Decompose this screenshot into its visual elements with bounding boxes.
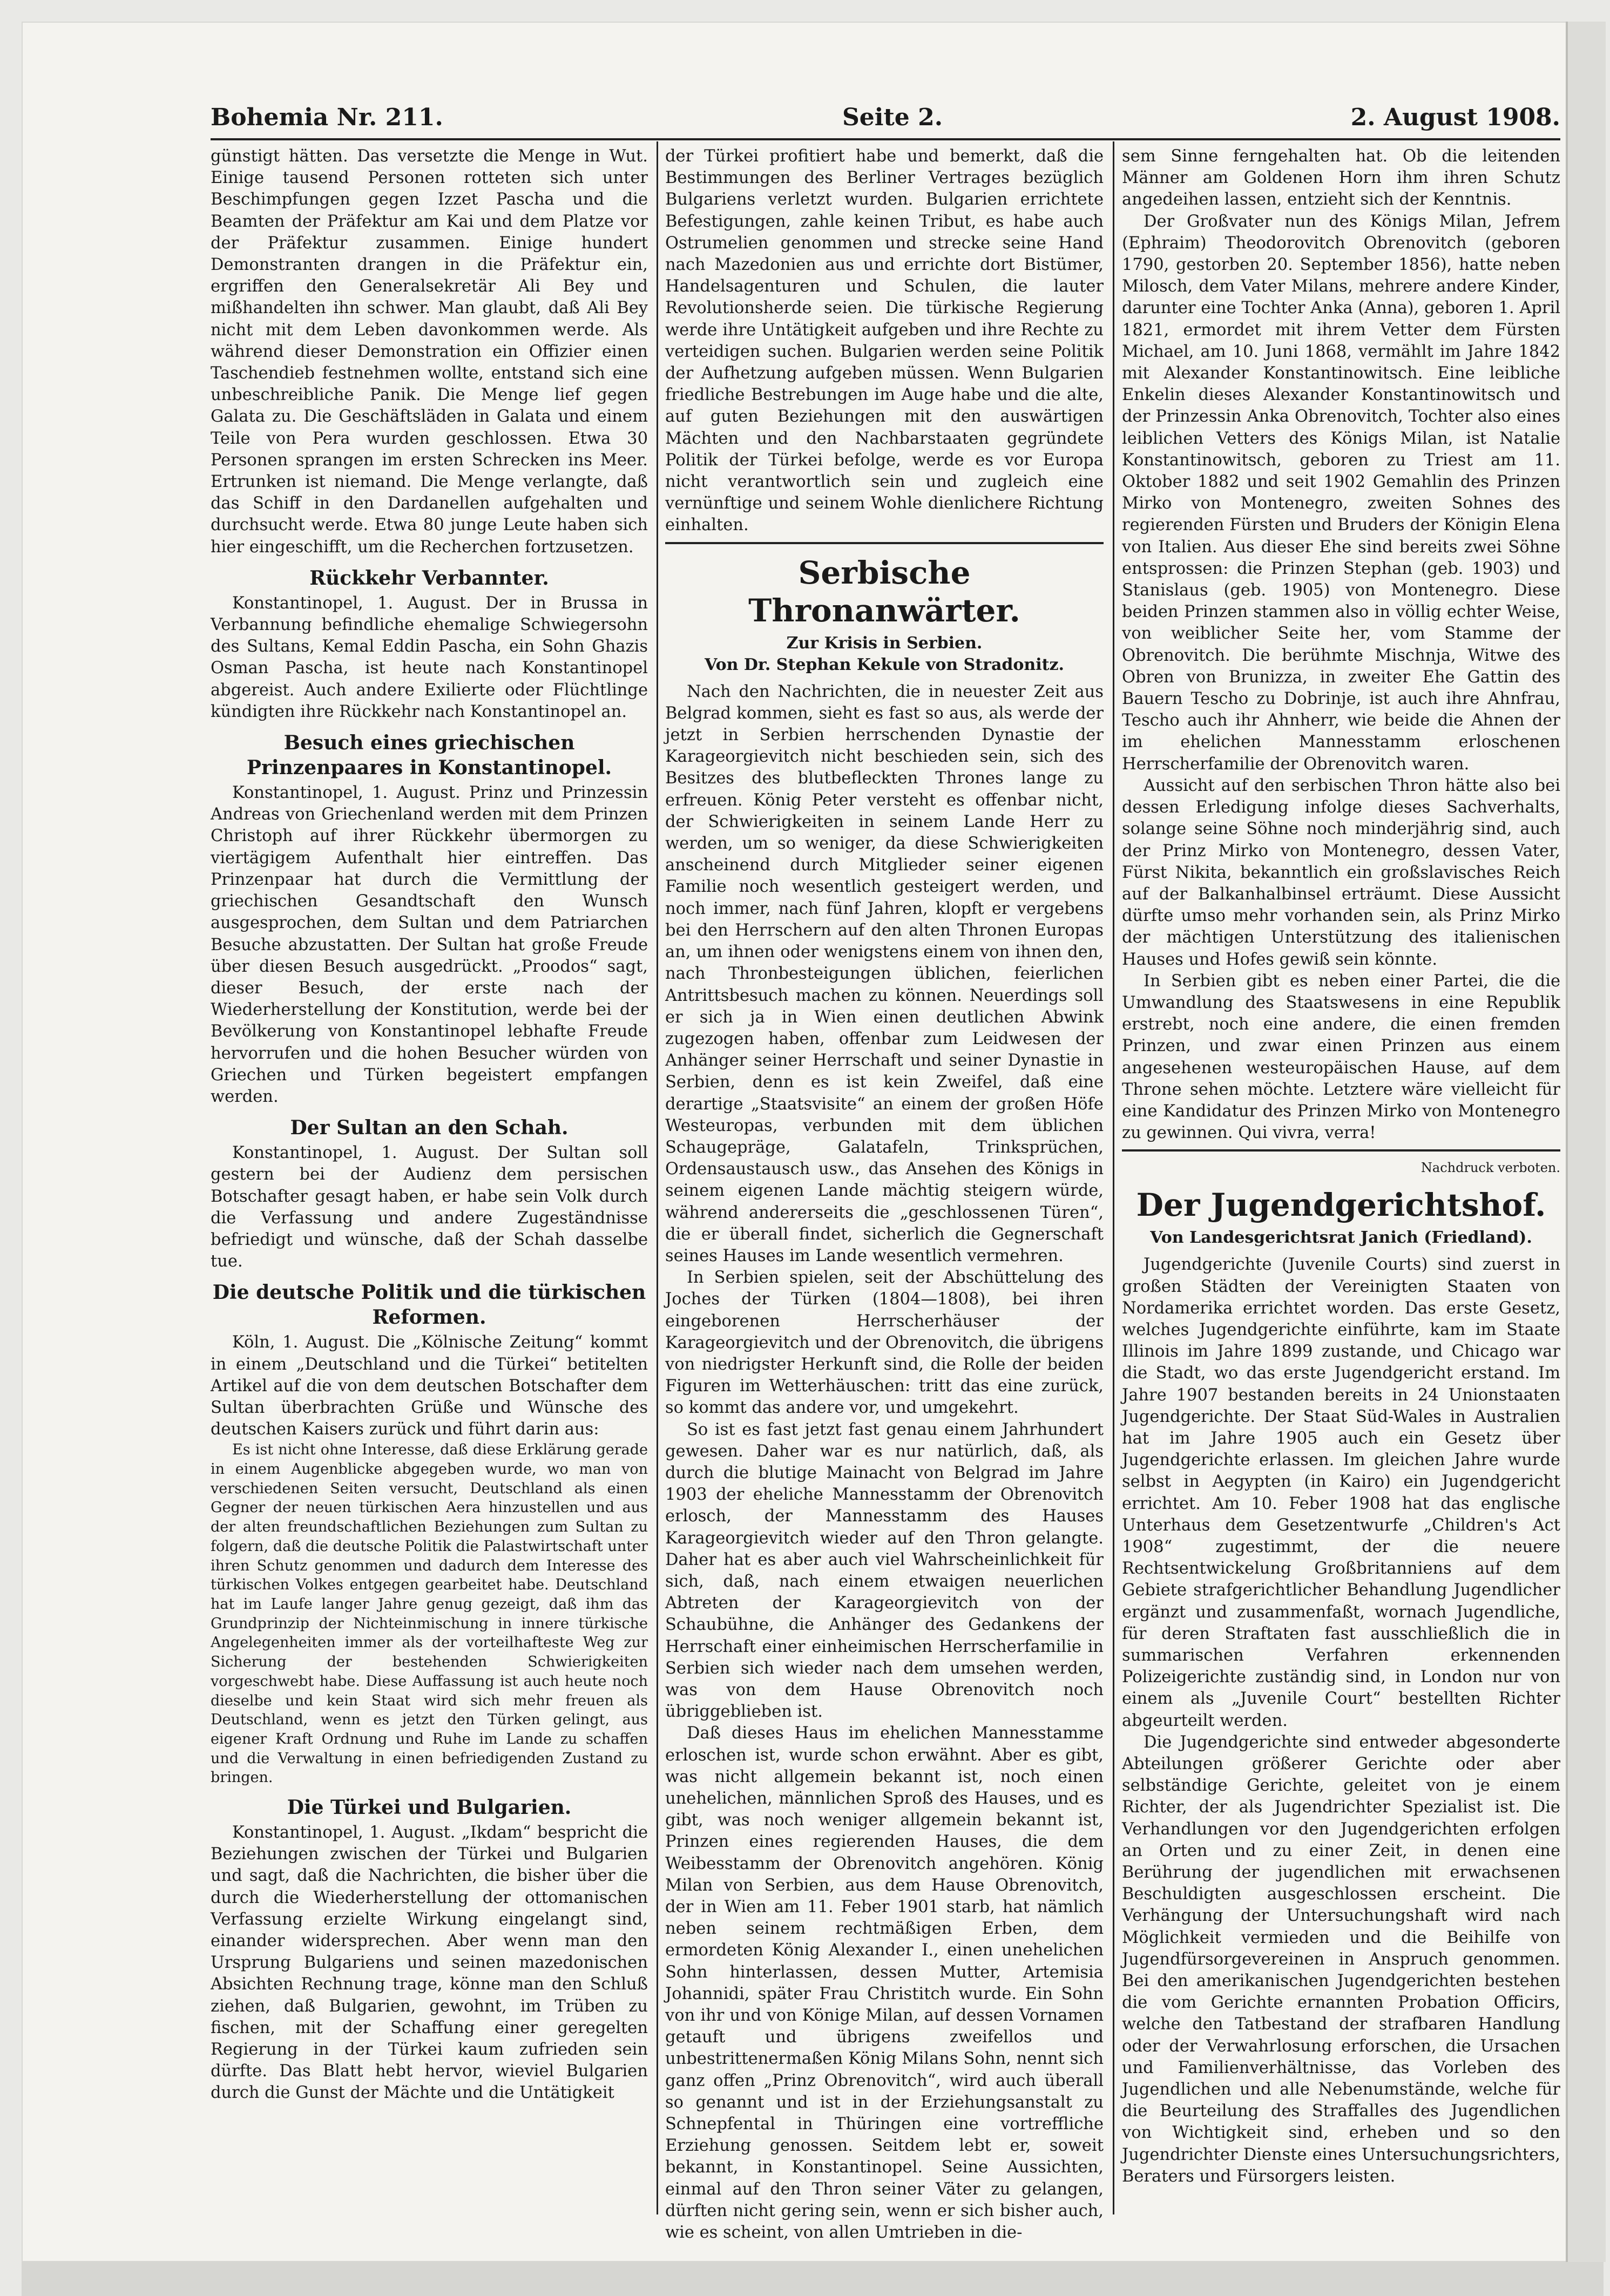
section-heading: Der Sultan an den Schah. [290, 1116, 569, 1140]
article-text: Der Großvater nun des Königs Milan, Jefrem (Ephraim) Theodorovitch Obrenovitch (geboren 1790, gestorben 20. September 1856), hatte neben Milosch, dem Vater Milans, mehrere andere Kinder, darunter eine Tochter Anka (Anna), geboren 1. April 1821, ermordet mit ihrem Vetter dem Fürsten Michael, am 10. Juni 1868, vermählt im Jahre 1842 mit Alexander Konstantinowitsch. Eine leibliche Enkelin dieses Alexander Konstantinowitsch und der Prinzessin Anka Obrenovitch, Tochter also eines leiblichen Vetters des Königs Milan, ist Natalie Konstantinowitsch, geboren zu Triest am 11. Oktober 1882 und seit 1902 Gemahlin des Prinzen Mirko von Montenegro, zweiten Sohnes des regierenden Fürsten und Bruders der Königin Elena von Italien. Aus dieser Ehe sind bereits zwei Söhne entsprossen: die Prinzen Stephan (geb. 1903) und Stanislaus (geb. 1905) von Montenegro. Diese beiden Prinzen stammen also in völlig echter Weise, von weiblicher Seite her, vom Stamme der Obrenovitch. Die berühmte Mischnja, Witwe des Obren von Brunizza, in zweiter Ehe Gattin des Bauern Tescho zu Dobrinje, ist auch ihre Ahnfrau, Tescho auch ihr Ahnherr, wie beide die Ahnen der im ehelichen Mannesstamm erloschenen Herrscherfamilie der Obrenovitch waren. [1122, 212, 1560, 774]
article-quote: Es ist nicht ohne Interesse, daß diese Erklärung gerade in einem Augenblicke abgegeben wurde, wo man von verschiedenen Seiten versucht, Deutschland als einen Gegner der neuen türkischen Aera hinzustellen und aus der alten freundschaftlichen Beziehungen zum Sultan zu folgern, daß die deutsche Politik die Palastwirtschaft unter ihren Schutz genommen und dadurch dem Interesse des türkischen Volkes entgegen gearbeitet habe. Deutschland hat im Laufe langer Jahre genug gezeigt, daß ihm das Grundprinzip der Nichteinmischung in innere türkische Angelegenheiten immer als der vorteilhafteste Weg zur Sicherung der bestehenden Schwierigkeiten vorgeschwebt habe. Diese Auffassung ist auch heute noch dieselbe und kein Staat wird sich mehr freuen als Deutschland, wenn es jetzt den Türken gelingt, aus eigener Kraft Ordnung und Ruhe im Lande zu schaffen und die Verwaltung in einen befriedigenden Zustand zu bringen. [211, 1441, 648, 1786]
column-divider-2 [1113, 141, 1114, 2214]
header-right: 2. August 1908. [1350, 104, 1560, 131]
page-header [211, 98, 1560, 136]
section-heading: Die Türkei und Bulgarien. [287, 1796, 572, 1819]
article-text: So ist es fast jetzt fast genau einem Jahrhundert gewesen. Daher war es nur natürlich, daß, als durch die blutige Mainacht von Belgrad im Jahre 1903 der eheliche Mannesstamm der Obrenovitch erlosch, der Mannesstamm des Hauses Karageorgievitch wieder auf den Thron gelangte. Daher hat es aber auch viel Wahrscheinlichkeit für sich, daß, nach einem etwaigen neuerlichen Abtreten der Karageorgievitch von der Schaubühne, die Anhänger des Gedankens der Herrschaft einer einheimischen Herrscherfamilie in Serbien sich wieder nach dem umsehen werden, was von dem Hause Obrenovitch noch übriggeblieben ist. [665, 1420, 1104, 1722]
header-center: Seite 2. [842, 104, 943, 131]
article-text: Konstantinopel, 1. August. „Ikdam“ bespricht die Beziehungen zwischen der Türkei und Bulgarien und sagt, daß die Nachrichten, die bisher über die durch die Wiederherstellung der ottomanischen Verfassung erzielte Wirkung eingelangt sind, einander widersprechen. Aber wenn man den Ursprung Bulgariens und seinen mazedonischen Absichten Rechnung trage, könne man den Schluß ziehen, daß Bulgarien, gewohnt, im Trüben zu fischen, mit der Schaffung einer geregelten Regierung in der Türkei kaum zufrieden sein dürfte. Das Blatt hebt hervor, wieviel Bulgarien durch die Gunst der Mächte und die Untätigkeit [211, 1823, 648, 2103]
column-3 [1122, 146, 1560, 2213]
article-text: Köln, 1. August. Die „Kölnische Zeitung“ kommt in einem „Deutschland und die Türkei“ betitelten Artikel auf die von dem deutschen Botschafter dem Sultan überbrachten Grüße und Wünsche des deutschen Kaisers zurück und führt darin aus: [211, 1333, 648, 1439]
header-rule [211, 138, 1560, 140]
article-text: Konstantinopel, 1. August. Prinz und Prinzessin Andreas von Griechenland werden mit dem Prinzen Christoph auf ihrer Rückkehr übermorgen zu viertägigem Aufenthalt hier eintreffen. Das Prinzenpaar hat durch die Vermittlung der griechischen Gesandtschaft den Wunsch ausgesprochen, dem Sultan und dem Patriarchen Besuche abzustatten. Der Sultan hat große Freude über diesen Besuch ausgedrückt. „Proodos“ sagt, dieser Besuch, der erste nach der Wiederherstellung der Konstitution, werde bei der Bevölkerung von Konstantinopel lebhafte Freude hervorrufen und die hohen Besucher würden von Griechen und Türken begeistert empfangen werden. [211, 783, 648, 1106]
article-text: Aussicht auf den serbischen Thron hätte also bei dessen Erledigung infolge dieses Sachverhalts, solange seine Söhne noch minderjährig sind, auch der Prinz Mirko von Montenegro, dessen Vater, Fürst Nikita, bekanntlich ein großslavisches Reich auf der Balkanhalbinsel erträumt. Diese Aussicht dürfte umso mehr vorhanden sein, als Prinz Mirko der mächtigen Unterstützung des italienischen Hauses und Hofes gewiß sein könnte. [1122, 776, 1560, 969]
article-title: Der Jugendgerichtshof. [1136, 1187, 1546, 1224]
article-text: In Serbien spielen, seit der Abschüttelung des Joches der Türken (1804—1808), bei ihren eingeborenen Herrscherhäuser der Karageorgievitch und der Obrenovitch, die übrigens von niedrigster Herkunft sind, die Rolle der beiden Figuren im Wetterhäuschen: tritt das eine zurück, so kommt das andere vor, und umgekehrt. [665, 1268, 1104, 1418]
section-heading: Besuch eines griechischen Prinzenpaares in Konstantinopel. [246, 732, 612, 780]
header-left: Bohemia Nr. 211. [211, 104, 443, 131]
article-text: günstigt hätten. Das versetzte die Menge in Wut. Einige tausend Personen rotteten sich unter Beschimpfungen gegen Izzet Pascha und die Beamten der Präfektur am Kai und dem Platze vor der Präfektur zusammen. Einige hundert Demonstranten drangen in die Präfektur ein, ergriffen den Generalsekretär Ali Bey und mißhandelten ihn schwer. Man glaubt, daß Ali Bey nicht mit dem Leben davonkommen werde. Als während dieser Demonstration ein Offizier einen Taschendieb festnehmen wollte, entstand sich eine unbeschreibliche Panik. Die Menge lief gegen Galata zu. Die Geschäftsläden in Galata und einem Teile von Pera wurden geschlossen. Etwa 30 Personen sprangen im ersten Schrecken ins Meer. Ertrunken ist niemand. Die Menge verlangte, daß das Schiff in den Dardanellen aufgehalten und durchsucht werde. Etwa 80 junge Leute haben sich hier eingeschifft, um die Recherchen fortzusetzen. [211, 147, 648, 557]
section-heading: Die deutsche Politik und die türkischen Reformen. [212, 1281, 646, 1329]
column-2 [665, 146, 1104, 2243]
article-text: Nach den Nachrichten, die in neuester Zeit aus Belgrad kommen, sieht es fast so aus, als werde der jetzt in Serbien herrschenden Dynastie der Karageorgievitch nicht beschieden sein, sich des Besitzes des blutbefleckten Thrones lange zu erfreuen. König Peter versteht es offenbar nicht, der Schwierigkeiten in seinem Lande Herr zu werden, um so weniger, da diese Schwierigkeiten anscheinend durch Mitglieder seiner eigenen Familie noch wesentlich gesteigert werden, und noch immer, nach fünf Jahren, klopft er vergebens bei den Herrschern auf den alten Thronen Europas an, um ihnen oder wenigstens einem von ihnen den, nach Thronbesteigungen üblichen, feierlichen Antrittsbesuch machen zu können. Neuerdings soll er sich ja in Wien einen deutlichen Abwink zugezogen haben, offenbar zum Leidwesen der Anhänger seiner Herrschaft und seiner Dynastie in Serbien, denn es ist kein Zweifel, daß eine derartige „Staatsvisite“ an einem der großen Höfe Westeuropas, verbunden mit dem üblichen Schaugepräge, Galatafeln, Trinksprüchen, Ordensaustausch usw., das Ansehen des Königs in seinem eigenen Lande mächtig steigern würde, während andererseits die „geschlossenen Türen“, die er überall findet, sicherlich die Gegnerschaft seines Hauses im Lande wesentlich vermehren. [665, 682, 1104, 1265]
article-text: Konstantinopel, 1. August. Der in Brussa in Verbannung befindliche ehemalige Schwiegersohn des Sultans, Kemal Eddin Pascha, ein Sohn Ghazis Osman Pascha, ist heute nach Konstantinopel abgereist. Auch andere Exilierte oder Flüchtlinge kündigten ihre Rückkehr nach Konstantinopel an. [211, 593, 648, 721]
reprint-note: Nachdruck verboten. [1420, 1160, 1560, 1176]
article-subtitle: Zur Krisis in Serbien. [786, 633, 983, 653]
section-rule [665, 542, 1104, 544]
article-text: Die Jugendgerichte sind entweder abgesonderte Abteilungen größerer Gerichte oder aber selbständige Gerichte, geleitet von je einem Richter, der als Jugendrichter Spezialist ist. Die Verhandlungen vor den Jugendgerichten erfolgen an Orten und zu einer Zeit, in denen eine Berührung der jugendlichen mit erwachsenen Beschuldigten ausgeschlossen erscheint. Die Verhängung der Untersuchungshaft wird nach Möglichkeit vermieden und die Beihilfe von Jugendfürsorgevereinen in Anspruch genommen. Bei den amerikanischen Jugendgerichten bestehen die vom Gerichte ernannten Probation Officirs, welche den Tatbestand der strafbaren Handlung oder der Verwahrlosung erforschen, die Ursachen und Familienverhältnisse, das Vorleben des Jugendlichen und alle Nebenumstände, welche für die Beurteilung des Straffalles des Jugendlichen von Wichtigkeit sind, erheben und so den Jugendrichter Dienste eines Untersuchungsrichters, Beraters und Fürsorgers leisten. [1122, 1732, 1560, 2186]
scan-border [22, 2262, 1604, 2296]
article-text: der Türkei profitiert habe und bemerkt, daß die Bestimmungen des Berliner Vertrages bezüglich Bulgariens verletzt wurden. Bulgarien errichtete Befestigungen, zahle keinen Tribut, es habe auch Ostrumelien genommen und strecke seine Hand nach Mazedonien aus und errichte dort Bistümer, Handelsagenturen und Schulen, die lauter Revolutionsherde seien. Die türkische Regierung werde ihre Untätigkeit aufgeben und ihre Rechte zu verteidigen suchen. Bulgarien werden seine Politik der Aufhetzung aufgeben müssen. Wenn Bulgarien friedliche Bestrebungen im Auge habe und die alte, auf guten Beziehungen mit den auswärtigen Mächten und den Nachbarstaaten gegründete Politik der Türkei befolge, werde es vor Europa nicht verantwortlich sein und zugleich eine vernünftige und seinem Wohle dienlichere Richtung einhalten. [665, 147, 1104, 535]
article-text: Konstantinopel, 1. August. Der Sultan soll gestern bei der Audienz dem persischen Botschafter gesagt haben, er habe sein Volk durch die Verfassung und andere Zugeständnisse befriedigt und wünsche, daß der Schah dasselbe tue. [211, 1143, 648, 1271]
article-text: Jugendgerichte (Juvenile Courts) sind zuerst in großen Städten der Vereinigten Staaten von Nordamerika errichtet worden. Das erste Gesetz, welches Jugendgerichte einführte, kam im Staate Illinois im Jahre 1899 zustande, und Chicago war die Stadt, wo das erste Jugendgericht erstand. Im Jahre 1907 bestanden bereits in 24 Unionstaaten Jugendgerichte. Der Staat Süd-Wales in Australien hat im Jahre 1905 auch ein Gesetz über Jugendgerichte erlassen. Im gleichen Jahre wurde selbst in Aegypten (in Kairo) ein Jugendgericht errichtet. Am 10. Feber 1908 hat das englische Unterhaus dem Gesetzentwurfe „Children's Act 1908“ zugestimmt, der die neuere Rechtsentwickelung Großbritanniens auf dem Gebiete strafgerichtlicher Behandlung Jugendlicher ergänzt und zusammenfaßt, wornach Jugendliche, für deren Straftaten fast ausschließlich die in summarischen Verfahren erkennenden Polizeigerichte zuständig sind, in London nur von einem als „Juvenile Court“ bestellten Richter abgeurteilt werden. [1122, 1255, 1560, 1730]
article-title: Serbische Thronanwärter. [748, 554, 1020, 629]
article-text: In Serbien gibt es neben einer Partei, die die Umwandlung des Staatswesens in eine Republik erstrebt, noch eine andere, die einen fremden Prinzen, und zwar einen Prinzen aus einem angesehenen westeuropäischen Hause, auf dem Throne sehen möchte. Letztere wäre vielleicht für eine Kandidatur des Prinzen Mirko von Montenegro zu gewinnen. Qui vivra, verra! [1122, 971, 1560, 1143]
section-heading: Rückkehr Verbannter. [309, 566, 549, 590]
article-byline: Von Dr. Stephan Kekule von Stradonitz. [705, 655, 1064, 674]
section-rule [1122, 1149, 1560, 1152]
column-1 [211, 146, 648, 2213]
article-text: sem Sinne ferngehalten hat. Ob die leitenden Männer am Goldenen Horn ihm ihren Schutz angedeihen lassen, entzieht sich der Kenntnis. [1122, 147, 1560, 209]
article-byline: Von Landesgerichtsrat Janich (Friedland). [1150, 1228, 1532, 1248]
page-edge [1566, 22, 1606, 2262]
article-text: Daß dieses Haus im ehelichen Mannesstamme erloschen ist, wurde schon erwähnt. Aber es gibt, was nicht allgemein bekannt ist, noch einen unehelichen, männlichen Sproß des Hauses, und es gibt, was noch weniger allgemein bekannt ist, Prinzen eines regierenden Hauses, die dem Weibesstamm der Obrenovitch angehören. König Milan von Serbien, aus dem Hause Obrenovitch, der in Wien am 11. Feber 1901 starb, hat nämlich neben seinem rechtmäßigen Erben, dem ermordeten König Alexander I., einen unehelichen Sohn hinterlassen, dessen Mutter, Artemisia Johannidi, später Frau Christitch wurde. Ein Sohn von ihr und von Könige Milan, auf dessen Vornamen getauft und übrigens zweifellos und unbestrittenermaßen König Milans Sohn, nennt sich ganz offen „Prinz Obrenovitch“, wird auch überall so genannt und ist in der Erziehungsanstalt zu Schnepfental in Thüringen eine vortreffliche Erziehung genossen. Seitdem lebt er, soweit bekannt, in Konstantinopel. Seine Aussichten, einmal auf den Thron seiner Väter zu gelangen, dürften nicht gering sein, wenn er sich bisher auch, wie es scheint, von allen Umtrieben in die- [665, 1724, 1104, 2243]
column-divider-1 [657, 141, 658, 2214]
